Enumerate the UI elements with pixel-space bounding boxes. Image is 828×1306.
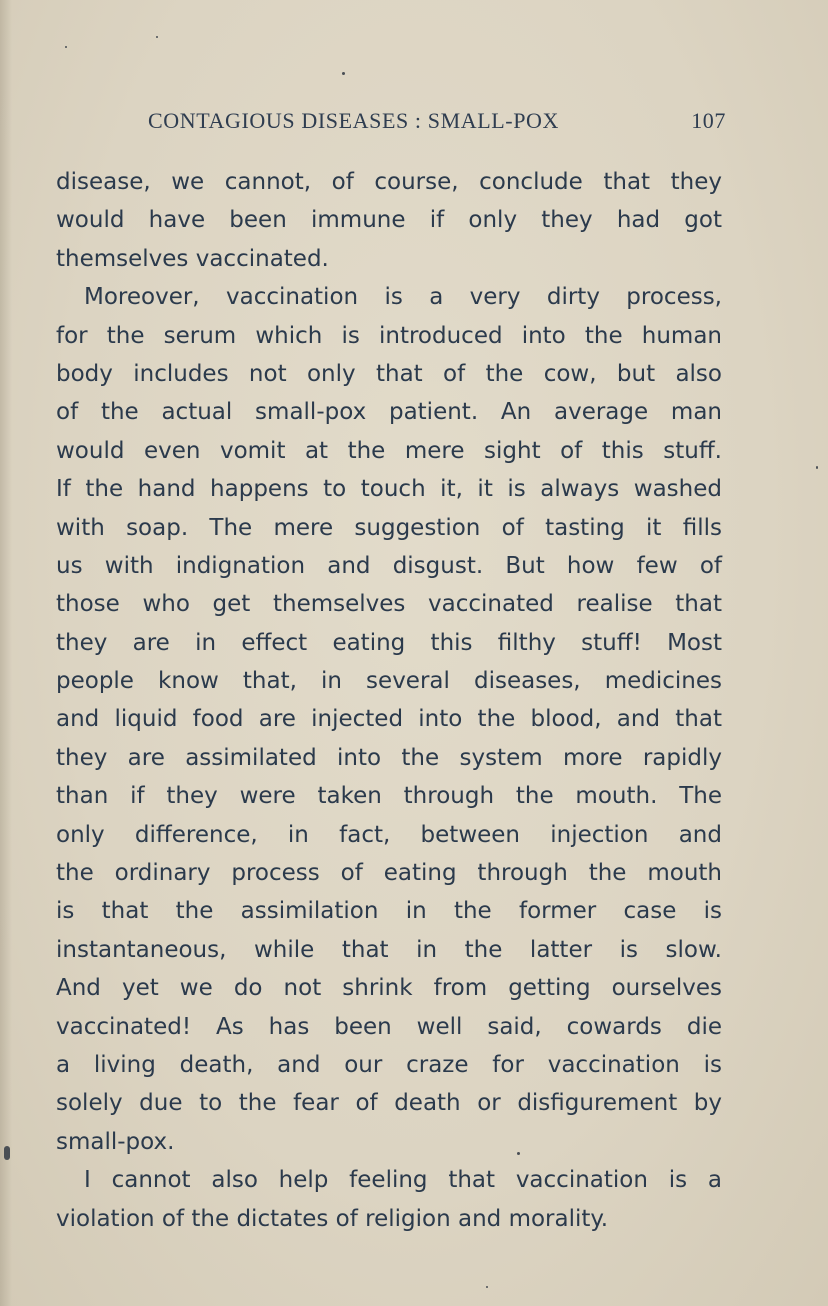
chapter-title: CONTAGIOUS DISEASES : SMALL-POX [148, 108, 560, 133]
paper-speck [65, 46, 67, 48]
text-line: instantaneous, while that in the latter is slow. [56, 936, 722, 963]
text-line: us with indignation and disgust. But how few of [56, 552, 722, 579]
text-line: I cannot also help feeling that vaccination is a [84, 1167, 722, 1194]
text-line: they are in effect eating this filthy stuff! Most [56, 629, 722, 656]
text-line: only difference, in fact, between injection and [56, 821, 722, 848]
paper-speck [486, 1286, 488, 1288]
text-line: the ordinary process of eating through the mouth [56, 860, 722, 887]
body-text [56, 163, 722, 1238]
text-line: If the hand happens to touch it, it is always washed [56, 476, 722, 503]
paper-speck [816, 466, 818, 469]
paper-speck [517, 1152, 520, 1155]
text-line: vaccinated! As has been well said, cowards die [56, 1013, 722, 1040]
text-line: violation of the dictates of religion and morality. [56, 1205, 609, 1232]
text-line: with soap. The mere suggestion of tasting it fills [56, 514, 722, 541]
paper-speck [156, 36, 158, 38]
text-line: solely due to the fear of death or disfigurement by [56, 1090, 722, 1117]
text-line: would even vomit at the mere sight of this stuff. [56, 437, 722, 464]
text-line: those who get themselves vaccinated realise that [56, 591, 722, 618]
text-line: Moreover, vaccination is a very dirty process, [84, 284, 722, 311]
text-line: and liquid food are injected into the blood, and that [56, 706, 722, 733]
text-line: themselves vaccinated. [56, 245, 329, 272]
text-line: they are assimilated into the system more rapidly [56, 744, 722, 771]
text-line: And yet we do not shrink from getting ourselves [56, 975, 722, 1002]
text-line: people know that, in several diseases, medicines [56, 668, 722, 695]
page-number: 107 [691, 108, 726, 133]
running-head [148, 108, 726, 138]
text-line: for the serum which is introduced into the human [56, 322, 722, 349]
paper-speck [4, 1146, 10, 1160]
page-edge-shadow [0, 0, 12, 1306]
text-line: a living death, and our craze for vaccination is [56, 1051, 722, 1078]
text-line: of the actual small-pox patient. An average man [56, 399, 722, 426]
text-line: is that the assimilation in the former case is [56, 898, 722, 925]
text-line: body includes not only that of the cow, but also [56, 360, 722, 387]
text-line: disease, we cannot, of course, conclude that they [56, 169, 722, 195]
paper-speck [342, 72, 345, 75]
text-line: would have been immune if only they had got [56, 207, 722, 234]
text-line: than if they were taken through the mouth. The [56, 783, 722, 810]
text-line: small-pox. [56, 1128, 175, 1155]
